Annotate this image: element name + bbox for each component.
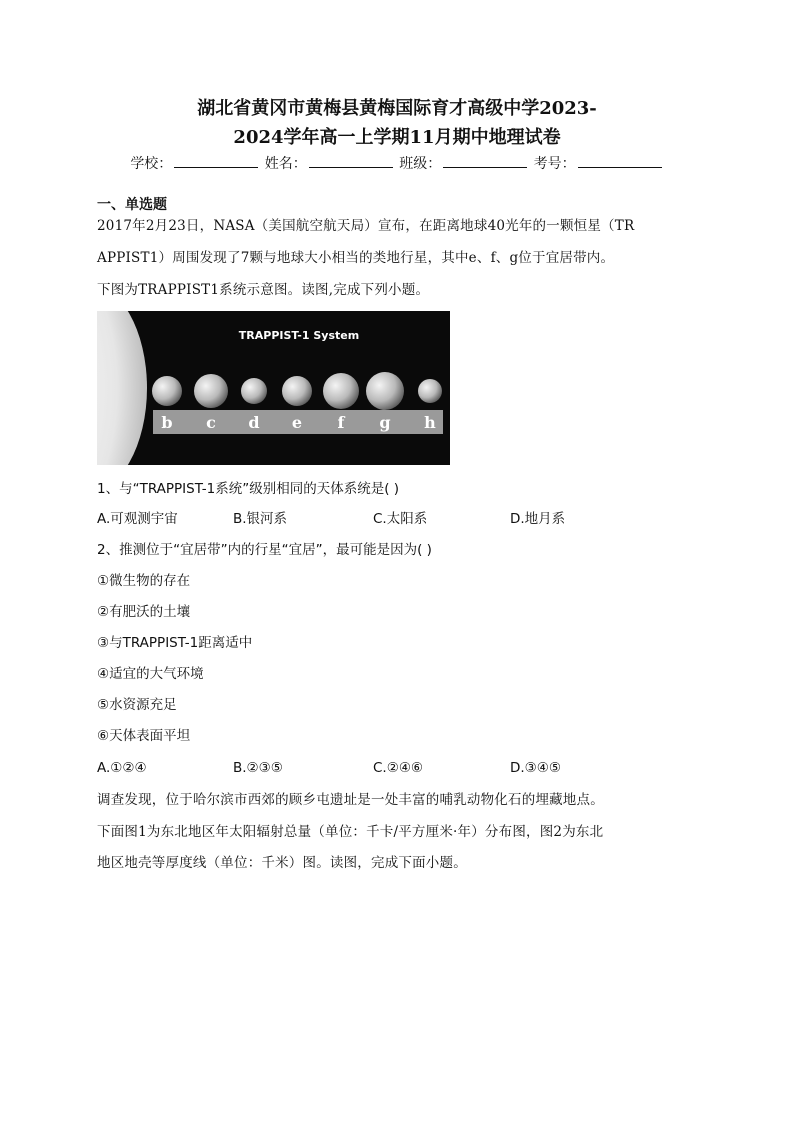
q1-option-b[interactable]: B.银河系 bbox=[233, 511, 288, 527]
planet-label-c: c bbox=[206, 413, 216, 432]
intro2-line-2: 下面图1为东北地区年太阳辐射总量（单位：千卡/平方厘米·年）分布图，图2为东北 bbox=[97, 824, 604, 840]
q2-option-c[interactable]: C.②④⑥ bbox=[373, 760, 424, 776]
planet-label-g: g bbox=[379, 413, 391, 432]
planet-label-d: d bbox=[248, 413, 260, 432]
q2-stem: 2、推测位于“宜居带”内的行星“宜居”，最可能是因为( ) bbox=[97, 542, 432, 558]
intro2-line-1: 调查发现，位于哈尔滨市西郊的顾乡屯遗址是一处丰富的哺乳动物化石的埋藏地点。 bbox=[97, 792, 604, 808]
planet-c bbox=[194, 374, 228, 408]
section-heading: 一、单选题 bbox=[97, 197, 167, 213]
name-blank[interactable] bbox=[309, 153, 393, 168]
q1-stem: 1、与“TRAPPIST-1系统”级别相同的天体系统是( ) bbox=[97, 481, 400, 497]
number-label: 考号： bbox=[533, 156, 576, 172]
class-label: 班级： bbox=[399, 156, 442, 172]
planet-b bbox=[152, 376, 182, 406]
intro-line-2: APPIST1）周围发现了7颗与地球大小相当的类地行星，其中e、f、g位于宜居带内。 bbox=[97, 250, 615, 266]
planet-h bbox=[418, 379, 442, 403]
planet-label-b: b bbox=[161, 413, 173, 432]
school-blank[interactable] bbox=[174, 153, 258, 168]
number-blank[interactable] bbox=[578, 153, 662, 168]
exam-title-line1: 湖北省黄冈市黄梅县黄梅国际育才高级中学2023- bbox=[197, 98, 597, 119]
school-label: 学校： bbox=[130, 156, 173, 172]
planet-label-e: e bbox=[291, 413, 303, 432]
q2-item-2: ②有肥沃的土壤 bbox=[97, 604, 191, 620]
figure-title: TRAPPIST-1 System bbox=[238, 329, 360, 342]
q1-option-c[interactable]: C.太阳系 bbox=[373, 511, 428, 527]
q2-item-1: ①微生物的存在 bbox=[97, 573, 191, 589]
q2-item-4: ④适宜的大气环境 bbox=[97, 666, 204, 682]
planet-label-h: h bbox=[424, 413, 436, 432]
planet-label-f: f bbox=[337, 413, 345, 432]
q2-option-b[interactable]: B.②③⑤ bbox=[233, 760, 283, 776]
exam-title-line2: 2024学年高一上学期11月期中地理试卷 bbox=[233, 127, 561, 148]
q1-option-d[interactable]: D.地月系 bbox=[510, 511, 566, 527]
intro-line-3: 下图为TRAPPIST1系统示意图。读图,完成下列小题。 bbox=[97, 282, 430, 298]
q2-option-a[interactable]: A.①②④ bbox=[97, 760, 147, 776]
class-blank[interactable] bbox=[443, 153, 527, 168]
planet-f bbox=[323, 373, 359, 409]
intro-line-1: 2017年2月23日，NASA（美国航空航天局）宣布，在距离地球40光年的一颗恒星（TR bbox=[97, 218, 635, 234]
q2-item-3: ③与TRAPPIST-1距离适中 bbox=[97, 635, 253, 651]
trappist-figure bbox=[97, 311, 450, 465]
q2-item-6: ⑥天体表面平坦 bbox=[97, 728, 191, 744]
q2-item-5: ⑤水资源充足 bbox=[97, 697, 177, 713]
name-label: 姓名： bbox=[264, 156, 307, 172]
planet-g bbox=[366, 372, 404, 410]
q1-option-a[interactable]: A.可观测宇宙 bbox=[97, 511, 178, 527]
planet-e bbox=[282, 376, 312, 406]
planet-d bbox=[241, 378, 267, 404]
student-info-line bbox=[0, 153, 794, 174]
q2-option-d[interactable]: D.③④⑤ bbox=[510, 760, 561, 776]
intro2-line-3: 地区地壳等厚度线（单位：千米）图。读图，完成下面小题。 bbox=[97, 855, 467, 871]
